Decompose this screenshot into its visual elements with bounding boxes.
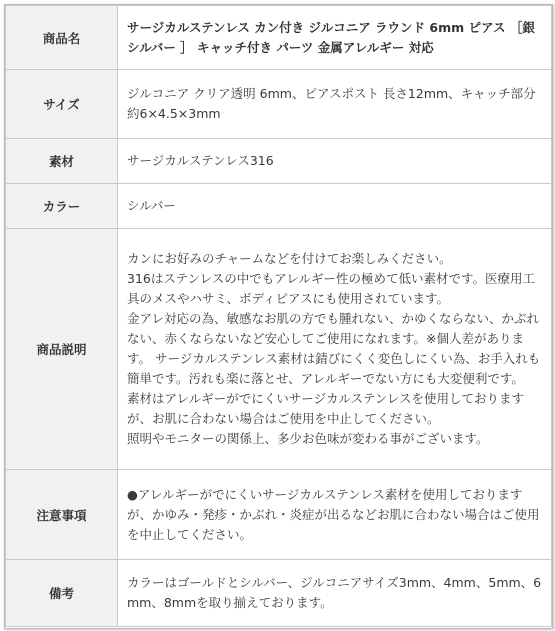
spec-label-color: カラー	[6, 184, 118, 229]
description-paragraph: 316はステンレスの中でもアレルギー性の極めて低い素材です。医療用工具のメスやハサミ、ボディピアスにも使用されています。	[127, 271, 535, 306]
spec-label-caution: 注意事項	[6, 470, 118, 560]
product-spec-panel	[4, 4, 553, 629]
spec-row-size	[6, 70, 552, 139]
spec-value-name: サージカルステンレス カン付き ジルコニア ラウンド 6mm ピアス ［銀 シルバー ］ キャッチ付き パーツ 金属アレルギー 対応	[118, 6, 552, 70]
spec-row-name	[6, 6, 552, 70]
description-paragraph: カンにお好みのチャームなどを付けてお楽しみください。	[127, 251, 452, 266]
spec-value-material: サージカルステンレス316	[118, 139, 552, 184]
spec-value-size: ジルコニア クリア透明 6mm、ピアスポスト 長さ12mm、キャッチ部分 約6×4.5×3mm	[118, 70, 552, 139]
spec-value-remarks: カラーはゴールドとシルバー、ジルコニアサイズ3mm、4mm、5mm、6mm、8mmを取り揃えております。	[118, 560, 552, 627]
spec-value-description	[118, 229, 552, 470]
spec-label-remarks: 備考	[6, 560, 118, 627]
spec-label-description: 商品説明	[6, 229, 118, 470]
spec-row-remarks	[6, 560, 552, 627]
spec-row-color	[6, 184, 552, 229]
description-paragraph: 照明やモニターの関係上、多少お色味が変わる事がございます。	[127, 431, 489, 446]
spec-label-material: 素材	[6, 139, 118, 184]
spec-value-caution: ●アレルギーがでにくいサージカルステンレス素材を使用しておりますが、かゆみ・発疹・かぶれ・炎症が出るなどお肌に合わない場合はご使用を中止してください。	[118, 470, 552, 560]
spec-row-description	[6, 229, 552, 470]
description-paragraph: 素材はアレルギーがでにくいサージカルステンレスを使用しておりますが、お肌に合わない場合はご使用を中止してください。	[127, 391, 525, 426]
spec-row-caution	[6, 470, 552, 560]
product-spec-table	[5, 5, 552, 627]
spec-label-size: サイズ	[6, 70, 118, 139]
spec-row-material	[6, 139, 552, 184]
description-paragraph: 金アレ対応の為、敏感なお肌の方でも腫れない、かゆくならない、かぶれない、赤くならないなど安心してご使用になれます。※個人差があります。 サージカルステンレス素材は錆びにくく変色しにくい為、お手入れも簡単です。汚れも楽に落とせ、アレルギーでない方にも大変便利です。	[127, 311, 541, 386]
spec-label-name: 商品名	[6, 6, 118, 70]
spec-value-color: シルバー	[118, 184, 552, 229]
